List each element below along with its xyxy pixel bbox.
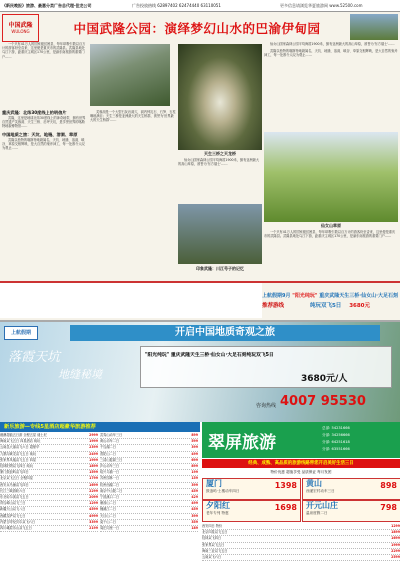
section2-body: 武隆以独特的喀斯特地貌闻名，天坑、地缝、溶洞、峡谷、草原交相辉映，是大自然的鬼斧神工，每一处都令人叹为观止…… — [2, 137, 85, 151]
ad-route: 青岛崂山双飞三日 — [0, 501, 26, 506]
cuiping-hotline: 总部: 54231666 — [322, 426, 350, 430]
ad-price: 2999 — [89, 433, 98, 437]
tour-card-price: 798 — [380, 503, 397, 512]
ad-price: 199 — [191, 470, 198, 475]
header-right-link[interactable]: 更多信息请浏览华夏旅游网 www.52500.com — [280, 3, 363, 8]
ad-row[interactable] — [0, 526, 98, 532]
ad-price: 1899 — [391, 530, 400, 535]
ad-route: 杭州西湖二日 — [100, 482, 120, 487]
ad-route: 厦门鼓浪屿双飞四日 — [0, 470, 29, 475]
ad-route: 港澳超值五日游 全程五星 迪士尼 — [0, 433, 47, 437]
ad-price: 159 — [191, 476, 198, 481]
caption-impression: 印象武隆：川江号子的记忆 — [196, 266, 244, 271]
ad-price: 599 — [191, 439, 198, 444]
ad-route: 云南昆大丽双飞六日 超豪华 — [0, 445, 40, 450]
ad-price: 459 — [191, 488, 198, 493]
col3-body: 仙女山国家森林公园平均海拔1900米，拥有亚洲最大的高山草原，被誉为'东方瑞士'…… — [178, 158, 260, 167]
logo-text-en: WULONG — [11, 29, 30, 34]
ad-price: 2299 — [391, 548, 400, 553]
ad-row[interactable] — [202, 555, 400, 561]
ad-route: 桂林阳朔双飞四日 纯玩 — [0, 464, 33, 469]
banner-calligraphy-2: 地缝秘境 — [58, 368, 102, 381]
ad-price: 899 — [191, 433, 198, 437]
ad-price: 1299 — [89, 501, 98, 506]
ad-route: 新疆天山双飞八日 — [0, 507, 26, 512]
ad-route: 四川峨眉乐山双飞五日 — [0, 526, 32, 531]
cuiping-hotline: 分部: 64251618 — [322, 440, 350, 444]
ad-price: 359 — [191, 519, 198, 524]
ad-route: 苏州园林一日 — [100, 476, 120, 481]
ad-price: 1999 — [89, 439, 98, 444]
ad-price: 4599 — [89, 507, 98, 512]
cuiping-slogan: 经典、成熟、高品质的旅游线路带您开启美好生活三日 — [202, 459, 400, 468]
ad-price: 1699 — [89, 482, 98, 487]
promo-box[interactable] — [262, 292, 400, 318]
tour-card-desc: 鼓浪屿·土楼动车四日 — [206, 489, 240, 493]
hotline-number[interactable]: 4007 95530 — [280, 394, 366, 409]
col5-body: 一个只有41万人的国家级贫困县，每年却吸引数以百万计的游客纷至沓来，这里便是重庆市的武隆县。武隆县地处乌江下游，距重庆主城区170公里，是渝东南旅游的重要门户…… — [264, 230, 396, 239]
ad-route: 千岛湖二日 — [100, 445, 116, 450]
ad-price: 2399 — [89, 445, 98, 450]
section1-title: 重庆武隆：北纬30度线上的明信片 — [2, 110, 67, 115]
xinle-ad-list-1 — [0, 433, 98, 573]
col4-body-2: 武隆以独特的喀斯特地貌闻名，天坑、地缝、溶洞、峡谷、草原交相辉映，是大自然的鬼斧神工，每一处都令人叹为观止…… — [264, 49, 398, 58]
cuiping-header — [202, 422, 400, 458]
tour-card-price: 1698 — [274, 503, 297, 512]
ad-price: 399 — [191, 445, 198, 450]
ad-route: 绍兴乌镇一日 — [100, 470, 120, 475]
ad-route: 黄山动车二日 — [100, 439, 120, 444]
page-header-bar — [0, 0, 400, 12]
promo-price: 3680元 — [349, 303, 370, 309]
xinle-ad-list-2 — [100, 433, 198, 573]
banner-route-box — [140, 346, 392, 388]
ad-price: 499 — [191, 451, 198, 456]
ad-price: 4999 — [89, 513, 98, 518]
ad-price: 399 — [191, 513, 198, 518]
article-column-4 — [264, 42, 398, 130]
tour-card-price: 1398 — [274, 481, 297, 490]
ad-route: 张家界双飞五日 — [202, 542, 225, 547]
xinle-ad-title: 新乐旅游—专线5星酒店超豪华旅游推荐 — [0, 422, 200, 432]
ad-route: 张家界凤凰双飞五日 四星 — [0, 457, 37, 462]
caption-bridge: 天生三桥之天龙桥 — [204, 151, 236, 156]
ad-price: 2199 — [89, 526, 98, 531]
tiansheng-bridge-photo — [178, 44, 262, 150]
tour-card-price: 898 — [380, 481, 397, 490]
promo-quote: "阳光纯玩" — [292, 293, 318, 299]
article-column-2 — [90, 110, 176, 280]
ad-route: 九寨沟黄龙双飞五日 纯玩 — [0, 451, 37, 456]
ad-price: 1999 — [391, 542, 400, 547]
cuiping-hotline: 分部: 63551666 — [322, 447, 350, 451]
tour-card-name: 黄山 — [306, 479, 322, 488]
promo-recommend: 推荐游线 — [262, 303, 285, 309]
ad-route: 南京中山陵二日 — [100, 488, 123, 493]
ad-price: 189 — [191, 526, 198, 531]
ad-route: 西安四日 特价 — [202, 524, 223, 528]
wulong-logo — [2, 14, 39, 42]
section1-body: 武隆，这里是地球北纬30度线上的神奇地带，拥有世界自然遗产芙蓉洞、天生三桥、后坪天坑，是享誉世界的喀斯特地貌博物馆…… — [2, 116, 86, 129]
tour-card[interactable] — [302, 478, 400, 500]
tour-card-name: 厦门 — [206, 479, 222, 488]
ad-price: 2099 — [89, 495, 98, 500]
classified-ads-section — [0, 422, 400, 573]
tour-card[interactable] — [202, 500, 301, 522]
tour-card-name: 夕阳红 — [206, 501, 230, 510]
ad-price: 2299 — [89, 488, 98, 493]
ad-price: 899 — [191, 464, 198, 469]
ad-route: 北京双飞五日 全程四星 — [0, 476, 33, 481]
cuiping-hotline: 分部: 34256666 — [322, 433, 350, 437]
header-phone: 广告投放热线 62897402 62474440 63110051 — [132, 3, 221, 8]
ad-price: 2599 — [391, 555, 400, 560]
article-column-1 — [2, 110, 88, 280]
col4-body: 仙女山国家森林公园平均海拔1900米，拥有亚洲最大的高山草原，被誉为'东方瑞士'…… — [270, 42, 395, 46]
article-column-5 — [264, 230, 398, 280]
tour-card-name: 开元山庄 — [306, 501, 338, 510]
cuiping-cards — [202, 478, 400, 522]
article-intro — [2, 42, 88, 112]
page-title: 中国武隆公园：演绎梦幻山水的巴渝伊甸园 — [73, 21, 321, 36]
ad-price: 3399 — [89, 519, 98, 524]
ad-route: 海南双飞五日 四星酒店 纯玩 — [0, 439, 41, 444]
ad-price: 1699 — [391, 536, 400, 541]
ad-route: 天目山二日 — [100, 513, 116, 518]
banner-route: "阳光纯玩" 重庆武隆天生三桥·仙女山·大足石刻纯玩双飞5日 — [145, 353, 274, 358]
ad-route: 宁波溪口二日 — [100, 495, 120, 500]
tour-card-desc: 老年专列 特惠 — [206, 511, 229, 515]
ad-price: 2499 — [89, 451, 98, 456]
ad-route: 楠溪江二日 — [100, 507, 116, 512]
hotline-label: 咨询热线 — [256, 403, 277, 409]
tour-card-desc: 西递宏村动车三日 — [306, 489, 335, 493]
ad-route: 桂林双飞四日 — [202, 536, 222, 541]
ad-route: 普陀山二日 — [100, 451, 116, 456]
ad-route: 周庄同里一日 — [100, 526, 120, 531]
ad-route: 云南双飞六日 — [202, 555, 222, 560]
ad-route: 长江三峡游轮六日 — [0, 488, 26, 493]
grassland-photo — [264, 132, 398, 222]
ad-price: 399 — [191, 482, 198, 487]
cuiping-route-list — [202, 524, 400, 573]
ad-route: 内蒙古呼伦贝尔双飞六日 — [0, 519, 36, 524]
ad-price: 499 — [191, 501, 198, 506]
cuiping-brand: 翠屏旅游 — [208, 433, 276, 453]
cuiping-hotlines — [322, 425, 350, 453]
impression-wulong-photo — [178, 204, 262, 264]
cuiping-sub: 特价优惠 超值享受 品质保证 每月发团 — [270, 470, 332, 474]
section2-title: 中国地质之旅：天坑、地缝、溶洞、草原 — [2, 131, 78, 137]
article-bottom-strip — [0, 283, 262, 318]
banner-headline: 开启中国地质奇观之旅 — [70, 325, 380, 341]
ad-route: 北京四星双飞五日 — [202, 530, 228, 535]
ad-route: 庐山动车三日 — [100, 464, 120, 469]
banner-calligraphy-1: 落霞天坑 — [8, 350, 61, 365]
header-left-text: 《新民晚报》旅游、最惠分类广告总代理·佳龙公司 — [2, 3, 92, 8]
header-landscape-photo — [350, 14, 398, 40]
caption-grassland: 仙女山草原 — [321, 223, 341, 228]
ad-price: 1599 — [89, 470, 98, 475]
ad-route: 莫干山二日 — [100, 519, 116, 524]
ad-route: 武夷山动车三日 — [100, 433, 123, 437]
tour-card-desc: 温泉度假二日 — [306, 511, 328, 515]
tour-card[interactable] — [202, 478, 301, 500]
ad-price: 1999 — [89, 457, 98, 462]
karst-photo — [90, 44, 170, 106]
promo-product: 纯玩双飞5日 — [309, 303, 342, 309]
promo-route: 重庆武隆天生三桥·仙女山·大足石刻 — [319, 293, 399, 299]
ad-price: 429 — [191, 495, 198, 500]
ad-route: 西安兵马俑双飞四日 — [0, 482, 29, 487]
ad-route: 西藏拉萨双飞七日 — [0, 513, 26, 518]
col2-body: 芙蓉洞是一个大型石灰岩洞穴，洞内钟乳石、石笋、石柱琳琅满目；天生三桥是亚洲最大的天生桥群，被誉为'世界最大的天生桥群'…… — [90, 110, 176, 123]
ad-route: 东北哈尔滨双飞五日 — [0, 495, 29, 500]
ad-price: 1899 — [89, 464, 98, 469]
ad-route: 雁荡山二日 — [100, 501, 116, 506]
banner-logo: 上航假期 — [4, 326, 38, 340]
ad-route: 海南三亚双飞五日 — [202, 548, 228, 553]
ad-route: 三清山婺源三日 — [100, 457, 123, 462]
tour-card[interactable] — [302, 500, 400, 522]
ad-price: 459 — [191, 507, 198, 512]
intro-text: 一个只有41万人的国家级贫困县，每年却吸引数以百万计的游客纷至沓来，这里便是重庆市的武隆县。武隆县地处乌江下游，距重庆主城区170公里，是渝东南旅游的重要门户…… — [2, 42, 86, 59]
logo-text-cn: 中国武隆 — [8, 22, 33, 29]
geology-tour-banner[interactable] — [0, 320, 400, 424]
banner-price: 3680元/人 — [301, 374, 348, 384]
promo-line1: 上航假期9月 — [262, 293, 291, 299]
ad-price: 1799 — [89, 476, 98, 481]
ad-price: 1299 — [391, 524, 400, 528]
ad-price: 699 — [191, 457, 198, 462]
ad-row[interactable] — [100, 526, 198, 532]
